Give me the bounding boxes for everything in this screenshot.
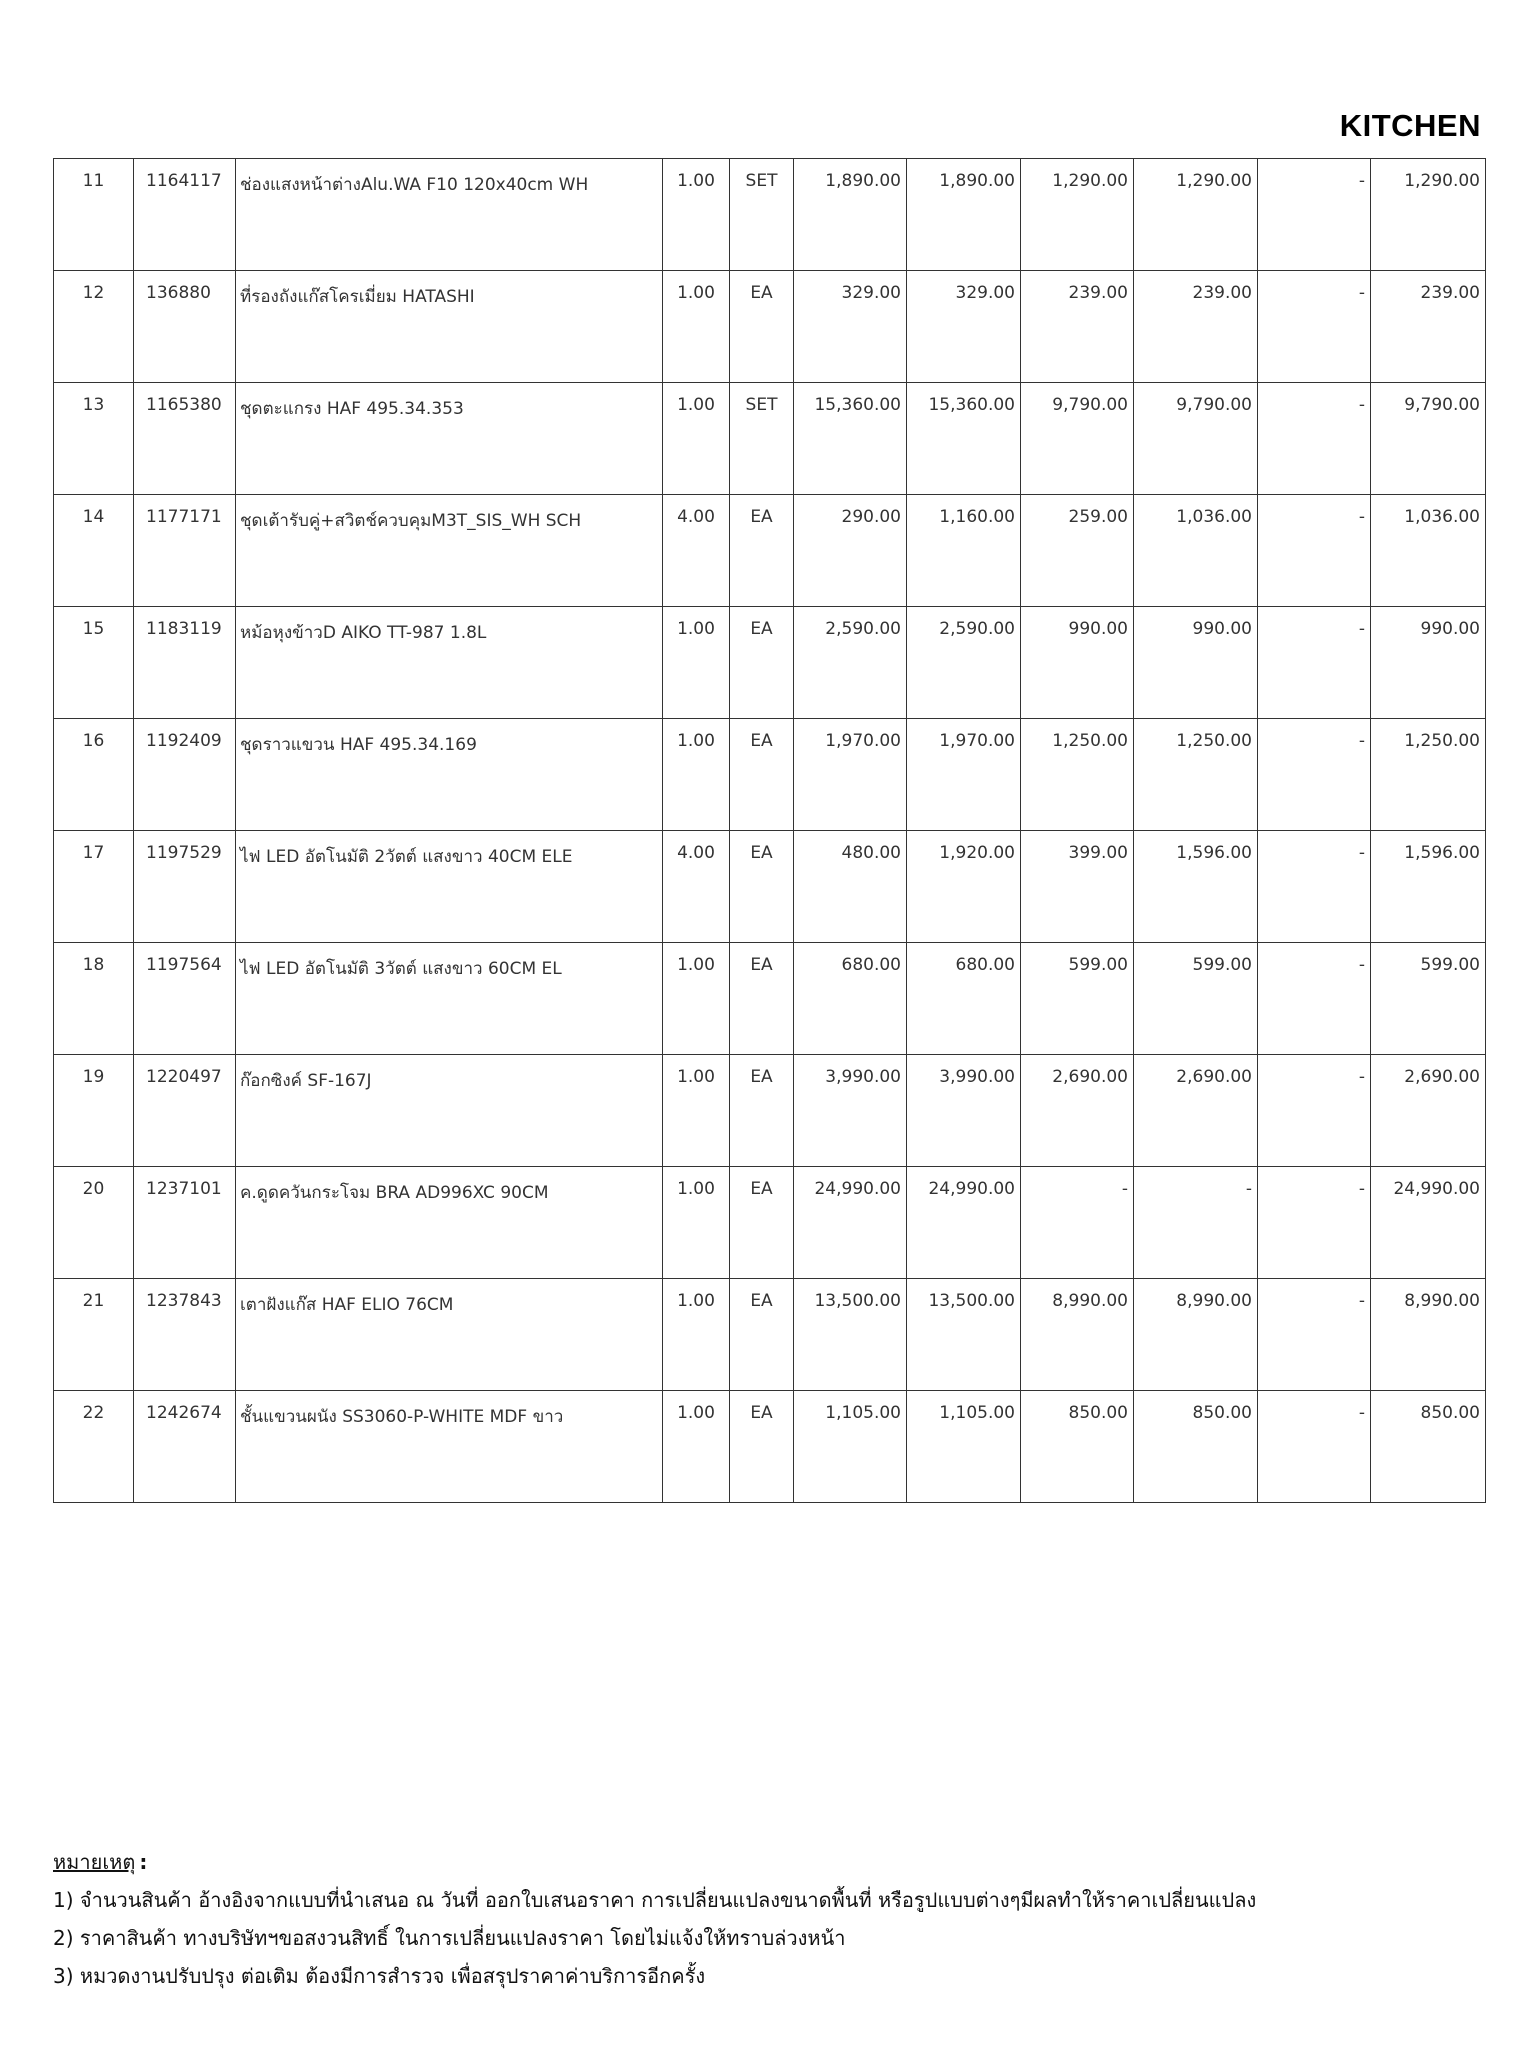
section-title: KITCHEN — [1339, 108, 1481, 143]
unit-price-cell: 1,105.00 — [794, 1391, 907, 1503]
table-row — [54, 159, 1486, 271]
promo-unit-price-cell: 850.00 — [1021, 1391, 1134, 1503]
amount-cell: 680.00 — [907, 943, 1021, 1055]
item-unit-cell: EA — [730, 719, 794, 831]
item-code-cell: 1192409 — [134, 719, 236, 831]
unit-price-cell: 13,500.00 — [794, 1279, 907, 1391]
item-unit-cell: EA — [730, 271, 794, 383]
item-code-cell: 1164117 — [134, 159, 236, 271]
net-total-cell: 599.00 — [1371, 943, 1486, 1055]
item-code-cell: 136880 — [134, 271, 236, 383]
row-number-cell: 15 — [54, 607, 134, 719]
item-quantity-cell: 1.00 — [663, 1279, 730, 1391]
item-description-cell: ไฟ LED อัตโนมัติ 2วัตต์ แสงขาว 40CM ELE — [236, 831, 663, 943]
amount-cell: 1,105.00 — [907, 1391, 1021, 1503]
discount-cell: - — [1258, 831, 1371, 943]
item-quantity-cell: 1.00 — [663, 271, 730, 383]
unit-price-cell: 290.00 — [794, 495, 907, 607]
promo-amount-cell: 1,036.00 — [1134, 495, 1258, 607]
promo-unit-price-cell: - — [1021, 1167, 1134, 1279]
amount-cell: 1,160.00 — [907, 495, 1021, 607]
table-row — [54, 943, 1486, 1055]
notes-colon: : — [139, 1850, 148, 1874]
item-code-cell: 1237843 — [134, 1279, 236, 1391]
promo-unit-price-cell: 1,290.00 — [1021, 159, 1134, 271]
item-description-cell: ค.ดูดควันกระโจม BRA AD996XC 90CM — [236, 1167, 663, 1279]
item-quantity-cell: 4.00 — [663, 831, 730, 943]
promo-amount-cell: 8,990.00 — [1134, 1279, 1258, 1391]
table-row — [54, 607, 1486, 719]
unit-price-cell: 480.00 — [794, 831, 907, 943]
promo-unit-price-cell: 990.00 — [1021, 607, 1134, 719]
table-row — [54, 831, 1486, 943]
discount-cell: - — [1258, 1167, 1371, 1279]
amount-cell: 1,970.00 — [907, 719, 1021, 831]
discount-cell: - — [1258, 383, 1371, 495]
item-unit-cell: EA — [730, 1279, 794, 1391]
item-quantity-cell: 1.00 — [663, 383, 730, 495]
amount-cell: 1,890.00 — [907, 159, 1021, 271]
promo-amount-cell: 1,290.00 — [1134, 159, 1258, 271]
table-row — [54, 271, 1486, 383]
row-number-cell: 11 — [54, 159, 134, 271]
item-code-cell: 1242674 — [134, 1391, 236, 1503]
unit-price-cell: 329.00 — [794, 271, 907, 383]
note-item-2: 2) ราคาสินค้า ทางบริษัทฯขอสงวนสิทธิ์ ในการเปลี่ยนแปลงราคา โดยไม่แจ้งให้ทราบล่วงหน้า — [53, 1926, 846, 1950]
item-description-cell: หม้อหุงข้าวD AIKO TT-987 1.8L — [236, 607, 663, 719]
items-table — [53, 158, 1486, 1503]
item-description-cell: ที่รองถังแก๊สโครเมี่ยม HATASHI — [236, 271, 663, 383]
promo-amount-cell: 599.00 — [1134, 943, 1258, 1055]
item-description-cell: ก๊อกซิงค์ SF-167J — [236, 1055, 663, 1167]
net-total-cell: 24,990.00 — [1371, 1167, 1486, 1279]
net-total-cell: 9,790.00 — [1371, 383, 1486, 495]
item-code-cell: 1237101 — [134, 1167, 236, 1279]
amount-cell: 3,990.00 — [907, 1055, 1021, 1167]
item-quantity-cell: 1.00 — [663, 607, 730, 719]
row-number-cell: 22 — [54, 1391, 134, 1503]
unit-price-cell: 680.00 — [794, 943, 907, 1055]
unit-price-cell: 1,890.00 — [794, 159, 907, 271]
item-quantity-cell: 1.00 — [663, 1167, 730, 1279]
notes-heading — [53, 1843, 1256, 1881]
item-description-cell: ชั้นแขวนผนัง SS3060-P-WHITE MDF ขาว — [236, 1391, 663, 1503]
promo-amount-cell: 1,596.00 — [1134, 831, 1258, 943]
item-code-cell: 1197564 — [134, 943, 236, 1055]
item-quantity-cell: 4.00 — [663, 495, 730, 607]
promo-unit-price-cell: 259.00 — [1021, 495, 1134, 607]
item-quantity-cell: 1.00 — [663, 159, 730, 271]
unit-price-cell: 3,990.00 — [794, 1055, 907, 1167]
discount-cell: - — [1258, 495, 1371, 607]
amount-cell: 15,360.00 — [907, 383, 1021, 495]
table-row — [54, 495, 1486, 607]
net-total-cell: 239.00 — [1371, 271, 1486, 383]
amount-cell: 1,920.00 — [907, 831, 1021, 943]
promo-amount-cell: 850.00 — [1134, 1391, 1258, 1503]
note-item-1: 1) จำนวนสินค้า อ้างอิงจากแบบที่นำเสนอ ณ วันที่ ออกใบเสนอราคา การเปลี่ยนแปลงขนาดพื้นที่ หรือรูปแบบต่างๆมีผลทำให้ราคาเปลี่ยนแปลง — [53, 1888, 1257, 1912]
net-total-cell: 2,690.00 — [1371, 1055, 1486, 1167]
table-row — [54, 1279, 1486, 1391]
promo-amount-cell: 2,690.00 — [1134, 1055, 1258, 1167]
item-description-cell: ช่องแสงหน้าต่างAlu.WA F10 120x40cm WH — [236, 159, 663, 271]
row-number-cell: 13 — [54, 383, 134, 495]
promo-amount-cell: 239.00 — [1134, 271, 1258, 383]
row-number-cell: 17 — [54, 831, 134, 943]
row-number-cell: 18 — [54, 943, 134, 1055]
item-unit-cell: SET — [730, 159, 794, 271]
item-code-cell: 1183119 — [134, 607, 236, 719]
unit-price-cell: 15,360.00 — [794, 383, 907, 495]
item-unit-cell: EA — [730, 495, 794, 607]
promo-unit-price-cell: 2,690.00 — [1021, 1055, 1134, 1167]
amount-cell: 329.00 — [907, 271, 1021, 383]
table-row — [54, 1167, 1486, 1279]
net-total-cell: 850.00 — [1371, 1391, 1486, 1503]
item-quantity-cell: 1.00 — [663, 1055, 730, 1167]
net-total-cell: 1,036.00 — [1371, 495, 1486, 607]
item-code-cell: 1197529 — [134, 831, 236, 943]
promo-unit-price-cell: 9,790.00 — [1021, 383, 1134, 495]
row-number-cell: 20 — [54, 1167, 134, 1279]
amount-cell: 24,990.00 — [907, 1167, 1021, 1279]
item-description-cell: ชุดเต้ารับคู่+สวิตช์ควบคุมM3T_SIS_WH SCH — [236, 495, 663, 607]
note-item-3: 3) หมวดงานปรับปรุง ต่อเติม ต้องมีการสำรวจ เพื่อสรุปราคาค่าบริการอีกครั้ง — [53, 1964, 706, 1988]
item-unit-cell: EA — [730, 831, 794, 943]
discount-cell: - — [1258, 1391, 1371, 1503]
item-code-cell: 1177171 — [134, 495, 236, 607]
net-total-cell: 1,250.00 — [1371, 719, 1486, 831]
item-description-cell: เตาฝังแก๊ส HAF ELIO 76CM — [236, 1279, 663, 1391]
promo-unit-price-cell: 599.00 — [1021, 943, 1134, 1055]
row-number-cell: 21 — [54, 1279, 134, 1391]
row-number-cell: 14 — [54, 495, 134, 607]
discount-cell: - — [1258, 719, 1371, 831]
discount-cell: - — [1258, 159, 1371, 271]
net-total-cell: 1,290.00 — [1371, 159, 1486, 271]
net-total-cell: 990.00 — [1371, 607, 1486, 719]
table-row — [54, 383, 1486, 495]
amount-cell: 2,590.00 — [907, 607, 1021, 719]
promo-amount-cell: 990.00 — [1134, 607, 1258, 719]
promo-unit-price-cell: 399.00 — [1021, 831, 1134, 943]
item-unit-cell: EA — [730, 943, 794, 1055]
table-row — [54, 1055, 1486, 1167]
notes-title: หมายเหตุ — [53, 1850, 136, 1874]
row-number-cell: 16 — [54, 719, 134, 831]
discount-cell: - — [1258, 1279, 1371, 1391]
item-description-cell: ชุดตะแกรง HAF 495.34.353 — [236, 383, 663, 495]
item-description-cell: ชุดราวแขวน HAF 495.34.169 — [236, 719, 663, 831]
amount-cell: 13,500.00 — [907, 1279, 1021, 1391]
notes-section — [53, 1843, 1256, 1995]
unit-price-cell: 1,970.00 — [794, 719, 907, 831]
item-description-cell: ไฟ LED อัตโนมัติ 3วัตต์ แสงขาว 60CM EL — [236, 943, 663, 1055]
unit-price-cell: 24,990.00 — [794, 1167, 907, 1279]
discount-cell: - — [1258, 271, 1371, 383]
discount-cell: - — [1258, 607, 1371, 719]
discount-cell: - — [1258, 1055, 1371, 1167]
items-table-body — [54, 159, 1486, 1503]
table-row — [54, 1391, 1486, 1503]
item-unit-cell: EA — [730, 1055, 794, 1167]
promo-unit-price-cell: 8,990.00 — [1021, 1279, 1134, 1391]
net-total-cell: 8,990.00 — [1371, 1279, 1486, 1391]
item-code-cell: 1220497 — [134, 1055, 236, 1167]
row-number-cell: 12 — [54, 271, 134, 383]
item-code-cell: 1165380 — [134, 383, 236, 495]
promo-amount-cell: 1,250.00 — [1134, 719, 1258, 831]
item-quantity-cell: 1.00 — [663, 719, 730, 831]
table-row — [54, 719, 1486, 831]
net-total-cell: 1,596.00 — [1371, 831, 1486, 943]
item-quantity-cell: 1.00 — [663, 1391, 730, 1503]
promo-amount-cell: - — [1134, 1167, 1258, 1279]
unit-price-cell: 2,590.00 — [794, 607, 907, 719]
discount-cell: - — [1258, 943, 1371, 1055]
promo-unit-price-cell: 239.00 — [1021, 271, 1134, 383]
item-unit-cell: EA — [730, 1391, 794, 1503]
item-unit-cell: EA — [730, 607, 794, 719]
item-quantity-cell: 1.00 — [663, 943, 730, 1055]
promo-amount-cell: 9,790.00 — [1134, 383, 1258, 495]
item-unit-cell: EA — [730, 1167, 794, 1279]
row-number-cell: 19 — [54, 1055, 134, 1167]
item-unit-cell: SET — [730, 383, 794, 495]
promo-unit-price-cell: 1,250.00 — [1021, 719, 1134, 831]
